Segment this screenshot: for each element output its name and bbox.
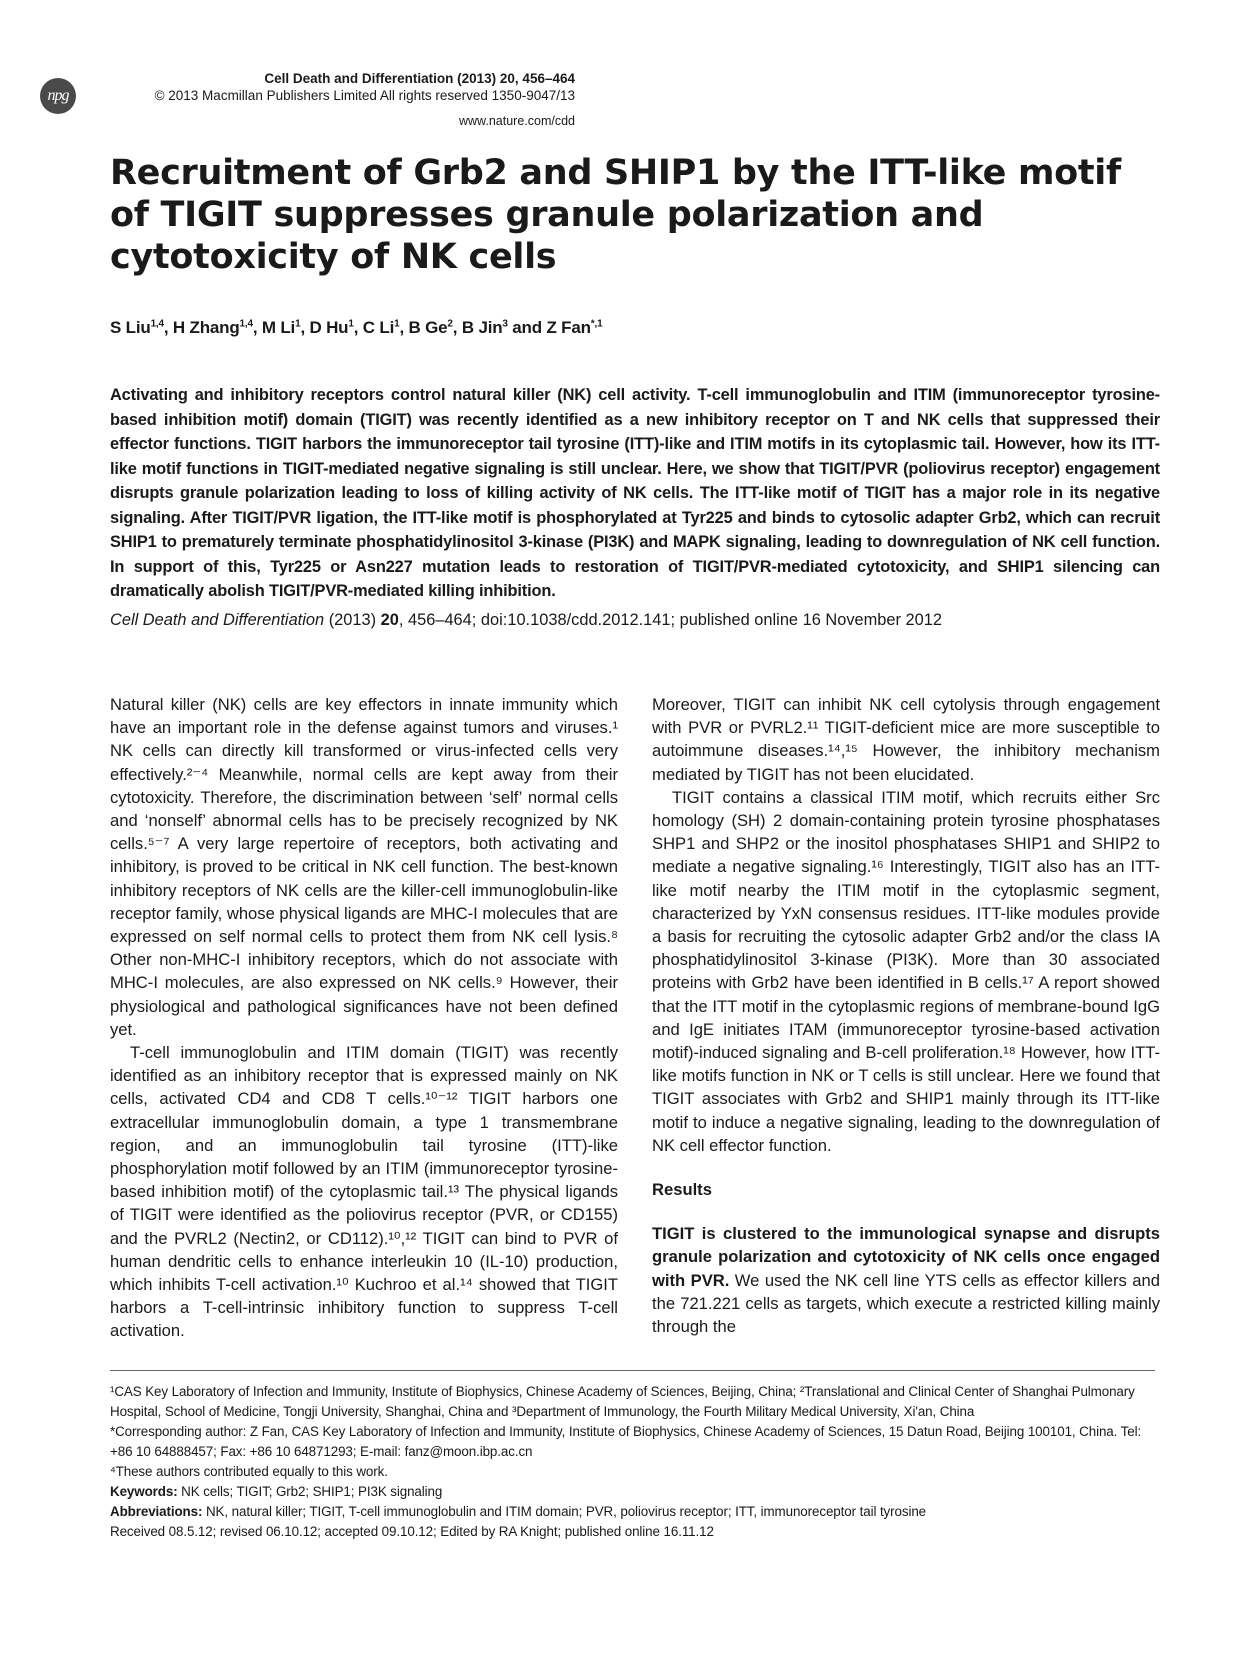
citation-volume: 20 — [380, 611, 399, 629]
keywords-text: NK cells; TIGIT; Grb2; SHIP1; PI3K signaling — [177, 1484, 443, 1499]
footnote-divider — [110, 1370, 1155, 1371]
journal-header — [35, 70, 575, 104]
author-name: B Ge — [408, 318, 448, 337]
article-title: Recruitment of Grb2 and SHIP1 by the ITT-like motif of TIGIT suppresses granule polarization and cytotoxicity of NK cells — [110, 153, 1121, 277]
equal-contribution-note: ⁴These authors contributed equally to this work. — [110, 1464, 388, 1479]
author-affiliation: 1 — [394, 318, 400, 330]
citation-line — [110, 611, 942, 630]
author-name: D Hu — [309, 318, 349, 337]
author-list: S Liu$^{1,4}$, H Zhang$^{1,4}$, M Li$^1$, D Hu$^1$, C Li$^1$, B Ge$^2$, B Jin$^3$ and Z Fan$^{*,1}$ — [110, 318, 603, 337]
abbreviations-label: Abbreviations: — [110, 1504, 203, 1519]
results-subheading: TIGIT is clustered to the immunological synapse and disrupts granule polarization and cytotoxicity of NK cells once engaged with PVR. — [652, 1224, 1160, 1290]
author-name: H Zhang — [172, 318, 240, 337]
right-column — [652, 693, 1160, 1338]
received-note: Received 08.5.12; revised 06.10.12; accepted 09.10.12; Edited by RA Knight; published online 16.11.12 — [110, 1524, 714, 1539]
author-name: B Jin — [461, 318, 503, 337]
author-affiliation: 1,4 — [150, 318, 164, 330]
author-affiliation: 1,4 — [239, 318, 253, 330]
author-name: M Li — [261, 318, 296, 337]
keywords-note — [110, 1482, 1160, 1502]
left-column — [110, 693, 618, 1343]
author-affiliation: 1 — [295, 318, 301, 330]
npg-logo: npg — [40, 78, 76, 114]
citation-journal: Cell Death and Differentiation — [110, 611, 325, 629]
intro-paragraph-3: Moreover, TIGIT can inhibit NK cell cytolysis through engagement with PVR or PVRL2.¹¹ TIGIT-deficient mice are more susceptible to autoimmune diseases.¹⁴,¹⁵ However, the inhibitory mechanism mediated by TIGIT has not been elucidated. — [652, 695, 1160, 784]
abstract: Activating and inhibitory receptors control natural killer (NK) cell activity. T-cell immunoglobulin and ITIM (immunoreceptor tyrosine-based inhibition motif) domain (TIGIT) was recently identified as a new inhibitory receptor on T and NK cells that suppressed their effector functions. TIGIT harbors the immunoreceptor tail tyrosine (ITT)-like and ITIM motifs in its cytoplasmic tail. However, how its ITT-like motif functions in TIGIT-mediated negative signaling is still unclear. Here, we show that TIGIT/PVR (poliovirus receptor) engagement disrupts granule polarization leading to loss of killing activity of NK cells. The ITT-like motif of TIGIT has a major role in its negative signaling. After TIGIT/PVR ligation, the ITT-like motif is phosphorylated at Tyr225 and binds to cytosolic adapter Grb2, which can recruit SHIP1 to prematurely terminate phosphatidylinositol 3-kinase (PI3K) and MAPK signaling, leading to downregulation of NK cell function. In support of this, Tyr225 or Asn227 mutation leads to restoration of TIGIT/PVR-mediated cytotoxicity, and SHIP1 silencing can dramatically abolish TIGIT/PVR-mediated killing inhibition. — [110, 386, 1160, 600]
intro-paragraph-2: T-cell immunoglobulin and ITIM domain (TIGIT) was recently identified as an inhibitory receptor that is expressed mainly on NK cells, activated CD4 and CD8 T cells.¹⁰⁻¹² TIGIT harbors one extracellular immunoglobulin domain, a type 1 transmembrane region, and an immunoglobulin tail tyrosine (ITT)-like phosphorylation motif followed by an ITIM (immunoreceptor tyrosine-based inhibition motif) of the cytoplasmic tail.¹³ The physical ligands of TIGIT were identified as the poliovirus receptor (PVR, or CD155) and the PVRL2 (Nectin2, or CD112).¹⁰,¹² TIGIT can bind to PVR of human dendritic cells to enhance interleukin 10 (IL-10) production, which inhibits T-cell activation.¹⁰ Kuchroo et al.¹⁴ showed that TIGIT harbors a T-cell-intrinsic inhibitory function to suppress T-cell activation. — [110, 1043, 618, 1341]
results-text: We used the NK cell line YTS cells as effector killers and the 721.221 cells as targets, which execute a restricted killing mainly through the — [652, 1270, 1160, 1337]
author-affiliation: 2 — [447, 318, 453, 330]
abbreviations-text: NK, natural killer; TIGIT, T-cell immunoglobulin and ITIM domain; PVR, poliovirus receptor; ITT, immunoreceptor tail tyrosine — [202, 1504, 927, 1519]
author-affiliation: 3 — [502, 318, 508, 330]
author-name: Z Fan — [546, 318, 591, 337]
journal-line: Cell Death and Differentiation (2013) 20, 456–464 — [264, 71, 575, 86]
author-name: C Li — [362, 318, 395, 337]
keywords-label: Keywords: — [110, 1484, 178, 1499]
results-paragraph-1 — [652, 1222, 1160, 1338]
citation-year: (2013) — [328, 611, 377, 629]
citation-details: , 456–464; doi:10.1038/cdd.2012.141; published online 16 November 2012 — [398, 611, 943, 629]
abbreviations-note — [110, 1502, 1160, 1522]
footnotes — [110, 1382, 1160, 1542]
author-affiliation: 1 — [348, 318, 354, 330]
intro-paragraph-4: TIGIT contains a classical ITIM motif, which recruits either Src homology (SH) 2 domain-containing protein tyrosine phosphatases SHP1 and SHP2 or the inositol phosphatases SHIP1 and SHIP2 to mediate a negative signaling.¹⁶ Interestingly, TIGIT also has an ITT-like motif nearby the ITIM motif in the cytoplasmic segment, characterized by YxN consensus residues. ITT-like modules provide a basis for recruiting the cytosolic adapter Grb2 and/or the class IA phosphatidylinositol 3-kinase (PI3K). More than 30 associated proteins with Grb2 have been identified in B cells.¹⁷ A report showed that the ITT motif in the cytoplasmic regions of membrane-bound IgG and IgE initiates ITAM (immunoreceptor tyrosine-based activation motif)-induced signaling and B-cell proliferation.¹⁸ However, how ITT-like motifs function in NK or T cells is still unclear. Here we found that TIGIT associates with Grb2 and SHIP1 mainly through its ITT-like motif to induce a negative signaling, leading to the downregulation of NK cell effector function. — [652, 787, 1160, 1155]
affiliations-note: ¹CAS Key Laboratory of Infection and Immunity, Institute of Biophysics, Chinese Academy of Sciences, Beijing, China; ²Translational and Clinical Center of Shanghai Pulmonary Hospital, School of Medicine, Tongji University, Shanghai, China and ³Department of Immunology, the Fourth Military Medical University, Xi'an, China — [110, 1384, 1135, 1419]
author-name: S Liu — [110, 318, 151, 337]
journal-url[interactable]: www.nature.com/cdd — [458, 114, 575, 128]
copyright-line: © 2013 Macmillan Publishers Limited All rights reserved 1350-9047/13 — [154, 88, 575, 103]
author-affiliation: *,1 — [590, 318, 603, 330]
intro-paragraph-1: Natural killer (NK) cells are key effectors in innate immunity which have an important role in the defense against tumors and viruses.¹ NK cells can directly kill transformed or virus-infected cells very effectively.²⁻⁴ Meanwhile, normal cells are kept away from their cytotoxicity. Therefore, the discrimination between ‘self’ normal cells and ‘nonself’ abnormal cells has to be precisely recognized by NK cells.⁵⁻⁷ A very large repertoire of receptors, both activating and inhibitory, is proved to be critical in NK cell function. The best-known inhibitory receptors of NK cells are the killer-cell immunoglobulin-like receptor family, whose physical ligands are MHC-I molecules that are expressed on self normal cells to protect them from NK cell lysis.⁸ Other non-MHC-I inhibitory receptors, which do not associate with MHC-I molecules, are also expressed on NK cells.⁹ However, their physiological and pathological significances have not been defined yet. — [110, 695, 618, 1039]
results-heading: Results — [652, 1180, 712, 1200]
corresponding-author-note: *Corresponding author: Z Fan, CAS Key Laboratory of Infection and Immunity, Institute of Biophysics, Chinese Academy of Sciences, 15 Datun Road, Beijing 100101, China. Tel: +86 10 64888457; Fax: +86 10 64871293; E-mail: fanz@moon.ibp.ac.cn — [110, 1424, 1142, 1459]
